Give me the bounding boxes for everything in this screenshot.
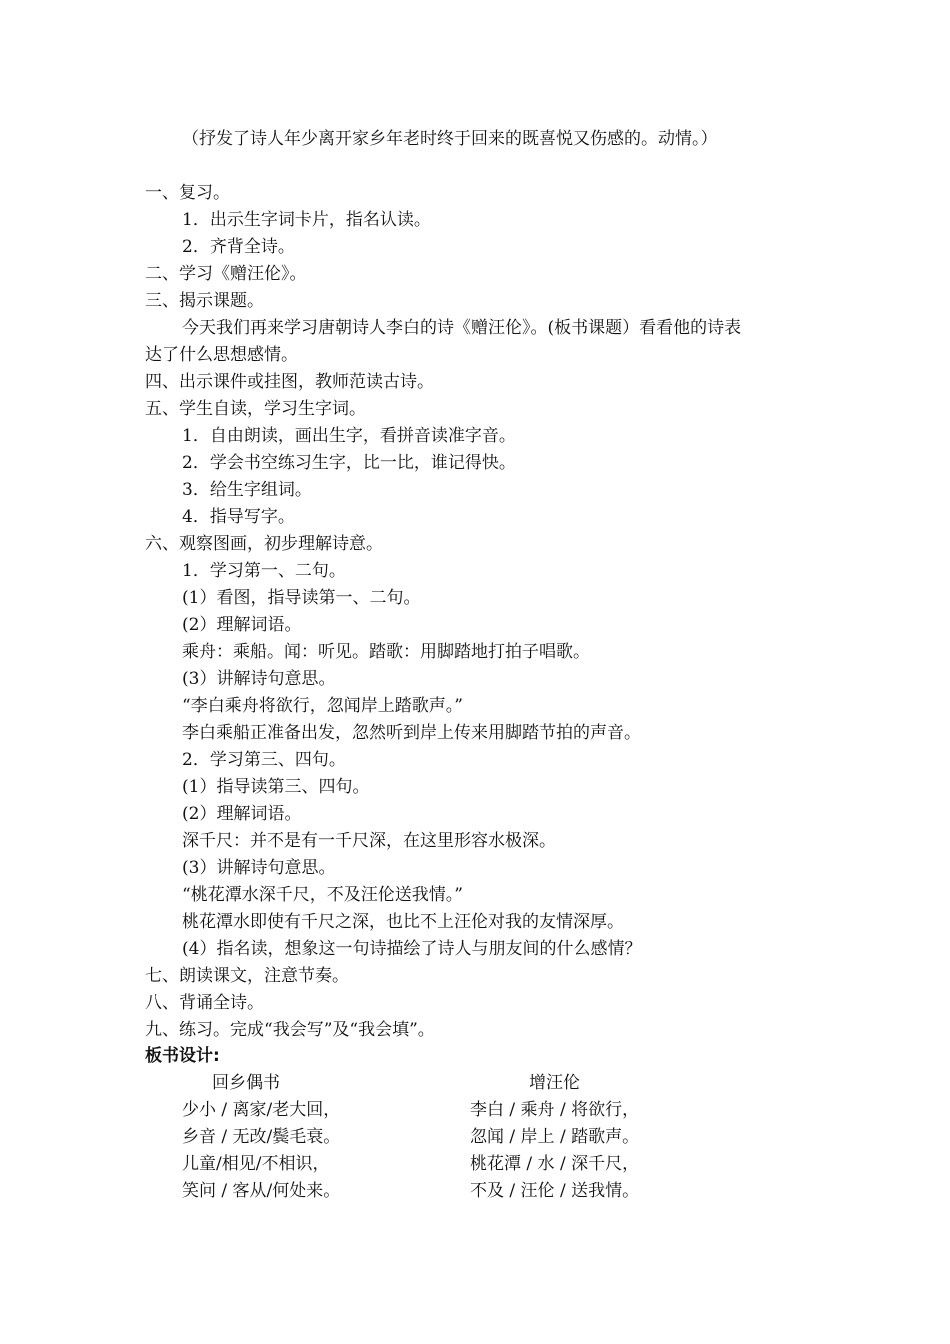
section-heading: 九、练习。完成“我会写”及“我会填”。 <box>145 1020 435 1040</box>
paragraph-line: 李白乘船正准备出发，忽然听到岸上传来用脚踏节拍的声音。 <box>182 723 641 743</box>
sub-item: (4）指名读，想象这一句诗描绘了诗人与朋友间的什么感情？ <box>182 939 642 959</box>
poem-quote: “李白乘舟将欲行，忽闻岸上踏歌声。” <box>182 696 463 716</box>
list-item: 2．齐背全诗。 <box>182 237 295 257</box>
section-heading: 四、出示课件或挂图，教师范读古诗。 <box>145 372 434 392</box>
sub-item: (2）理解词语。 <box>182 615 302 635</box>
sub-item: (3）讲解诗句意思。 <box>182 858 336 878</box>
poem-title: 增汪伦 <box>529 1073 580 1093</box>
list-item: 2．学会书空练习生字，比一比，谁记得快。 <box>182 453 516 473</box>
paragraph-line: 乘舟：乘船。闻：听见。踏歌：用脚踏地打拍子唱歌。 <box>182 642 590 662</box>
poem-line: 忽闻 / 岸上 / 踏歌声。 <box>470 1127 640 1147</box>
poem-line: 乡音 / 无改/鬓毛衰。 <box>182 1127 341 1147</box>
poem-title: 回乡偶书 <box>212 1073 280 1093</box>
section-heading: 六、观察图画，初步理解诗意。 <box>145 534 383 554</box>
poem-quote: “桃花潭水深千尺，不及汪伦送我情。” <box>182 885 463 905</box>
list-item: 4．指导写字。 <box>182 507 295 527</box>
poem-line: 笑问 / 客从/何处来。 <box>182 1181 341 1201</box>
list-item: 3．给生字组词。 <box>182 480 312 500</box>
board-design-heading: 板书设计: <box>145 1046 220 1066</box>
poem-line: 儿童/相见/不相识， <box>182 1154 330 1174</box>
section-heading: 五、学生自读，学习生字词。 <box>145 399 366 419</box>
paragraph-line: 达了什么思想感情。 <box>145 345 298 365</box>
paragraph-line: 深千尺：并不是有一千尺深，在这里形容水极深。 <box>182 831 556 851</box>
list-item: 2．学习第三、四句。 <box>182 750 346 770</box>
sub-item: (1）指导读第三、四句。 <box>182 777 370 797</box>
list-item: 1．自由朗读，画出生字，看拼音读准字音。 <box>182 426 516 446</box>
list-item: 1．学习第一、二句。 <box>182 561 346 581</box>
poem-line: 李白 / 乘舟 / 将欲行， <box>470 1100 640 1120</box>
paragraph-line: 今天我们再来学习唐朝诗人李白的诗《赠汪伦》。(板书课题）看看他的诗表 <box>182 318 742 338</box>
sub-item: (2）理解词语。 <box>182 804 302 824</box>
section-heading: 一、复习。 <box>145 183 230 203</box>
poem-line: 不及 / 汪伦 / 送我情。 <box>470 1181 640 1201</box>
list-item: 1．出示生字词卡片，指名认读。 <box>182 210 431 230</box>
section-heading: 七、朗读课文，注意节奏。 <box>145 966 349 986</box>
section-heading: 八、背诵全诗。 <box>145 993 264 1013</box>
section-heading: 三、揭示课题。 <box>145 291 264 311</box>
poem-line: 少小 / 离家/老大回， <box>182 1100 341 1120</box>
intro-note: （抒发了诗人年少离开家乡年老时终于回来的既喜悦又伤感的。动情。） <box>182 129 718 149</box>
paragraph-line: 桃花潭水即使有千尺之深，也比不上汪伦对我的友情深厚。 <box>182 912 624 932</box>
section-heading: 二、学习《赠汪伦》。 <box>145 264 307 284</box>
sub-item: (1）看图，指导读第一、二句。 <box>182 588 421 608</box>
poem-line: 桃花潭 / 水 / 深千尺， <box>470 1154 640 1174</box>
sub-item: (3）讲解诗句意思。 <box>182 669 336 689</box>
